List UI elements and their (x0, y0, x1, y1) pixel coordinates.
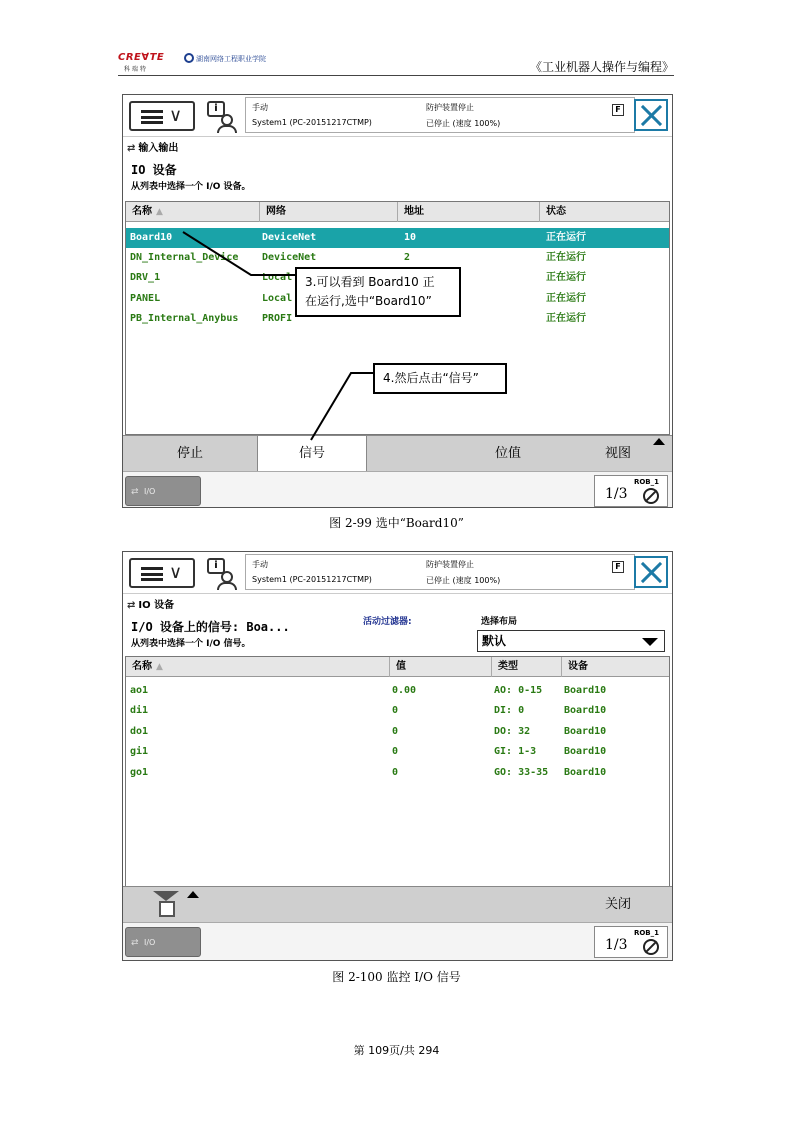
event-log-icon[interactable]: i (205, 558, 239, 590)
table-row[interactable]: ao1 0.00 AO: 0-15 Board10 (130, 685, 607, 696)
io-icon: ⇄ (131, 938, 139, 948)
figure-caption-1: 图 2-99 选中“Board10” (329, 516, 464, 530)
system-name: System1 (PC-20151217CTMP) (252, 118, 372, 127)
signal-button[interactable]: 信号 (257, 436, 367, 472)
command-bar (123, 886, 672, 922)
breadcrumb-label: 输入输出 (138, 143, 179, 154)
flag-icon: F (612, 104, 624, 116)
column-header-name[interactable]: 名称 ▲ (126, 202, 260, 222)
figure-caption-2: 图 2-100 监控 I/O 信号 (332, 970, 461, 984)
table-row[interactable]: Board10 DeviceNet 10 正在运行 (126, 228, 669, 248)
callout-line-3 (183, 232, 298, 275)
school-logo-icon (184, 53, 194, 63)
task-io-button[interactable]: ⇄ I/O (125, 927, 201, 957)
column-header-device[interactable]: 设备 (568, 661, 588, 672)
operating-mode: 手动 (252, 103, 268, 112)
task-fraction: 1/3 (605, 486, 628, 502)
guard-status: 防护装置停止 (426, 560, 474, 569)
layout-label: 选择布局 (481, 617, 518, 627)
table-row[interactable]: PB_Internal_Anybus PROFI 正在运行 (130, 313, 586, 324)
sort-icon: ▲ (156, 662, 163, 672)
run-state: 已停止 (速度 100%) (426, 119, 501, 128)
column-header-network[interactable]: 网络 (260, 202, 398, 222)
column-header-value[interactable]: 值 (390, 657, 492, 677)
robot-label: ROB_1 (633, 929, 659, 937)
column-header-name[interactable]: 名称 ▲ (126, 657, 390, 677)
io-icon: ⇄ (127, 143, 136, 154)
menu-icon (141, 567, 163, 581)
close-button[interactable]: 关闭 (604, 897, 631, 912)
status-bar[interactable] (245, 554, 635, 590)
page-number: 第 109页/共 294 (353, 1044, 440, 1057)
create-logo-sub: 科 瑞 特 (124, 66, 146, 73)
section-title: IO 设备 (131, 163, 177, 177)
filter-expand-icon (187, 891, 199, 898)
book-title: 《工业机器人操作与编程》 (529, 60, 674, 74)
sort-icon: ▲ (156, 207, 163, 217)
table-row[interactable]: go1 0 GO: 33-35 Board10 (130, 767, 607, 778)
table-row[interactable]: do1 0 DO: 32 Board10 (130, 726, 607, 737)
io-icon: ⇄ (127, 600, 136, 611)
guard-status: 防护装置停止 (426, 103, 474, 112)
chevron-down-icon: ∨ (169, 105, 183, 126)
taskbar (123, 922, 672, 960)
flag-icon: F (612, 561, 624, 573)
callout-step-3: 3.可以看到 Board10 正 在运行,选中“Board10” (295, 267, 461, 317)
filter-icon[interactable] (153, 891, 179, 919)
column-header-address[interactable]: 地址 (398, 202, 540, 222)
motion-mode-icon (643, 939, 659, 955)
flexpendant-screen-io-devices (122, 94, 673, 508)
stop-button[interactable]: 停止 (176, 446, 203, 461)
column-header-type[interactable]: 类型 (492, 657, 562, 677)
system-name: System1 (PC-20151217CTMP) (252, 575, 372, 584)
section-title: I/O 设备上的信号: Boa... (131, 620, 290, 634)
table-row[interactable]: di1 0 DI: 0 Board10 (130, 705, 607, 716)
task-io-button[interactable]: ⇄ I/O (125, 476, 201, 506)
create-logo: CRE∀TE (118, 52, 165, 63)
section-subtitle: 从列表中选择一个 I/O 信号。 (131, 639, 251, 649)
breadcrumb-label: IO 设备 (138, 600, 175, 611)
school-name: 湖南网络工程职业学院 (196, 55, 266, 63)
layout-select-value: 默认 (482, 634, 507, 648)
close-icon[interactable] (634, 556, 668, 588)
table-row[interactable]: DRV_1 Local 正在运行 (130, 272, 586, 283)
callout-line-4 (311, 373, 373, 440)
table-row[interactable]: DN_Internal_Device DeviceNet 2 正在运行 (130, 252, 586, 263)
main-menu-button[interactable] (129, 558, 195, 588)
breadcrumb (127, 596, 174, 611)
layout-select[interactable] (477, 630, 665, 652)
position-button[interactable]: 位值 (494, 446, 521, 461)
chevron-down-icon (642, 638, 658, 646)
task-fraction: 1/3 (605, 937, 628, 953)
table-row[interactable]: PANEL Local 正在运行 (130, 293, 586, 304)
page-header (118, 48, 674, 76)
operating-mode: 手动 (252, 560, 268, 569)
section-subtitle: 从列表中选择一个 I/O 设备。 (131, 182, 251, 192)
signal-table (125, 656, 670, 888)
io-icon: ⇄ (131, 487, 139, 497)
table-row[interactable]: gi1 0 GI: 1-3 Board10 (130, 746, 607, 757)
view-button[interactable]: 视图 (604, 446, 631, 461)
active-filter-label: 活动过滤器: (363, 617, 412, 627)
chevron-down-icon: ∨ (169, 562, 183, 583)
table-header (126, 657, 669, 677)
column-header-status[interactable]: 状态 (546, 206, 566, 217)
callout-step-4: 4.然后点击“信号” (373, 363, 507, 394)
run-state: 已停止 (速度 100%) (426, 576, 501, 585)
flexpendant-screen-io-signals (122, 551, 673, 961)
top-bar (123, 552, 672, 594)
robot-status[interactable] (594, 926, 668, 958)
event-log-icon[interactable]: i (205, 101, 239, 133)
robot-label: ROB_1 (633, 478, 659, 486)
